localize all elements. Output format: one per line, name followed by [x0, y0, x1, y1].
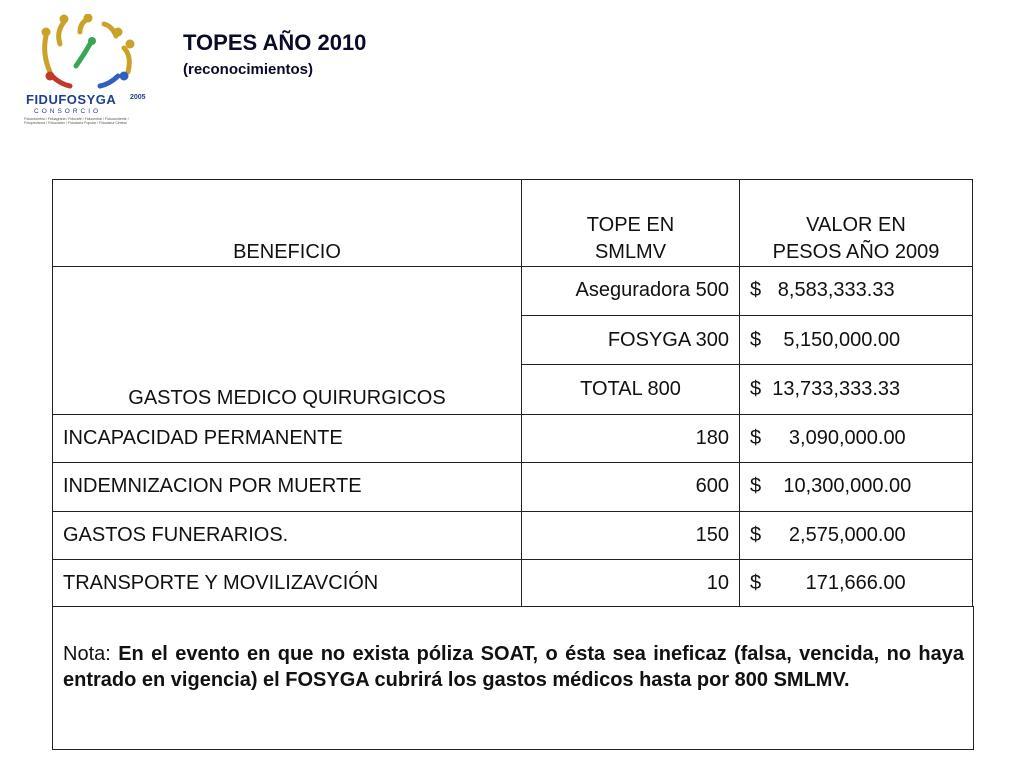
- cell-valor: $ 171,666.00: [740, 560, 973, 608]
- cell-tope: 600: [522, 463, 740, 511]
- note-prefix: Nota:: [63, 643, 119, 665]
- cell-beneficio: INCAPACIDAD PERMANENTE: [53, 414, 522, 462]
- cell-beneficio: GASTOS FUNERARIOS.: [53, 511, 522, 559]
- header-tope-line2: SMLMV: [594, 240, 667, 263]
- page-title: TOPES AÑO 2010: [183, 30, 367, 55]
- header-valor-line1: VALOR EN: [806, 213, 906, 236]
- fidufosyga-logo: [20, 14, 150, 124]
- logo-brand: [26, 92, 116, 107]
- cell-beneficio-gastos: GASTOS MEDICO QUIRURGICOS: [53, 266, 522, 414]
- cell-tope: 180: [522, 414, 740, 462]
- cell-tope-aseguradora: Aseguradora 500: [522, 266, 740, 315]
- cell-valor-total: $ 13,733,333.33: [740, 365, 973, 414]
- logo-brand-fosyga: FOSYGA: [58, 92, 117, 107]
- table-row: [53, 560, 973, 608]
- header-beneficio: BENEFICIO: [53, 180, 522, 267]
- table-header-row: [53, 180, 973, 267]
- logo-year: 2005: [130, 94, 146, 101]
- people-circle-logo-icon: [20, 14, 150, 92]
- logo-consorcio: CONSORCIO: [34, 108, 102, 115]
- topes-table: [52, 179, 973, 657]
- table-row: [53, 463, 973, 511]
- header-valor: [740, 180, 973, 267]
- cell-valor-aseguradora: $ 8,583,333.33: [740, 266, 973, 315]
- cell-tope-fosyga: FOSYGA 300: [522, 315, 740, 364]
- cell-beneficio: INDEMNIZACION POR MUERTE: [53, 463, 522, 511]
- cell-tope: 10: [522, 560, 740, 608]
- note-box: [52, 606, 974, 750]
- cell-tope-total: TOTAL 800: [522, 365, 740, 414]
- cell-tope: 150: [522, 511, 740, 559]
- logo-member-list: Fiducolombia / Fiduagraria / Fiducafé / Fiducentral / Fiduoccidente / Fiduprevisora / Fiducoldex / Fiduciaria Popular / Fiduciaria Central: [24, 117, 129, 125]
- cell-valor: $ 2,575,000.00: [740, 511, 973, 559]
- note-text: En el evento en que no exista póliza SOAT, o ésta sea ineficaz (falsa, vencida, no haya entrado en vigencia) el FOSYGA cubrirá los gastos médicos hasta por 800 SMLMV.: [63, 643, 964, 691]
- cell-valor: $ 10,300,000.00: [740, 463, 973, 511]
- table-row: [53, 414, 973, 462]
- logo-brand-fidu: FIDU: [26, 92, 59, 107]
- header-valor-line2: PESOS AÑO 2009: [772, 240, 940, 263]
- table-row: [53, 511, 973, 559]
- header-tope: [522, 180, 740, 267]
- header-tope-line1: TOPE EN: [586, 213, 675, 236]
- cell-valor: $ 3,090,000.00: [740, 414, 973, 462]
- cell-valor-fosyga: $ 5,150,000.00: [740, 315, 973, 364]
- cell-beneficio: TRANSPORTE Y MOVILIZAVCIÓN: [53, 560, 522, 608]
- table-row: [53, 266, 973, 315]
- page-subtitle: (reconocimientos): [183, 61, 314, 78]
